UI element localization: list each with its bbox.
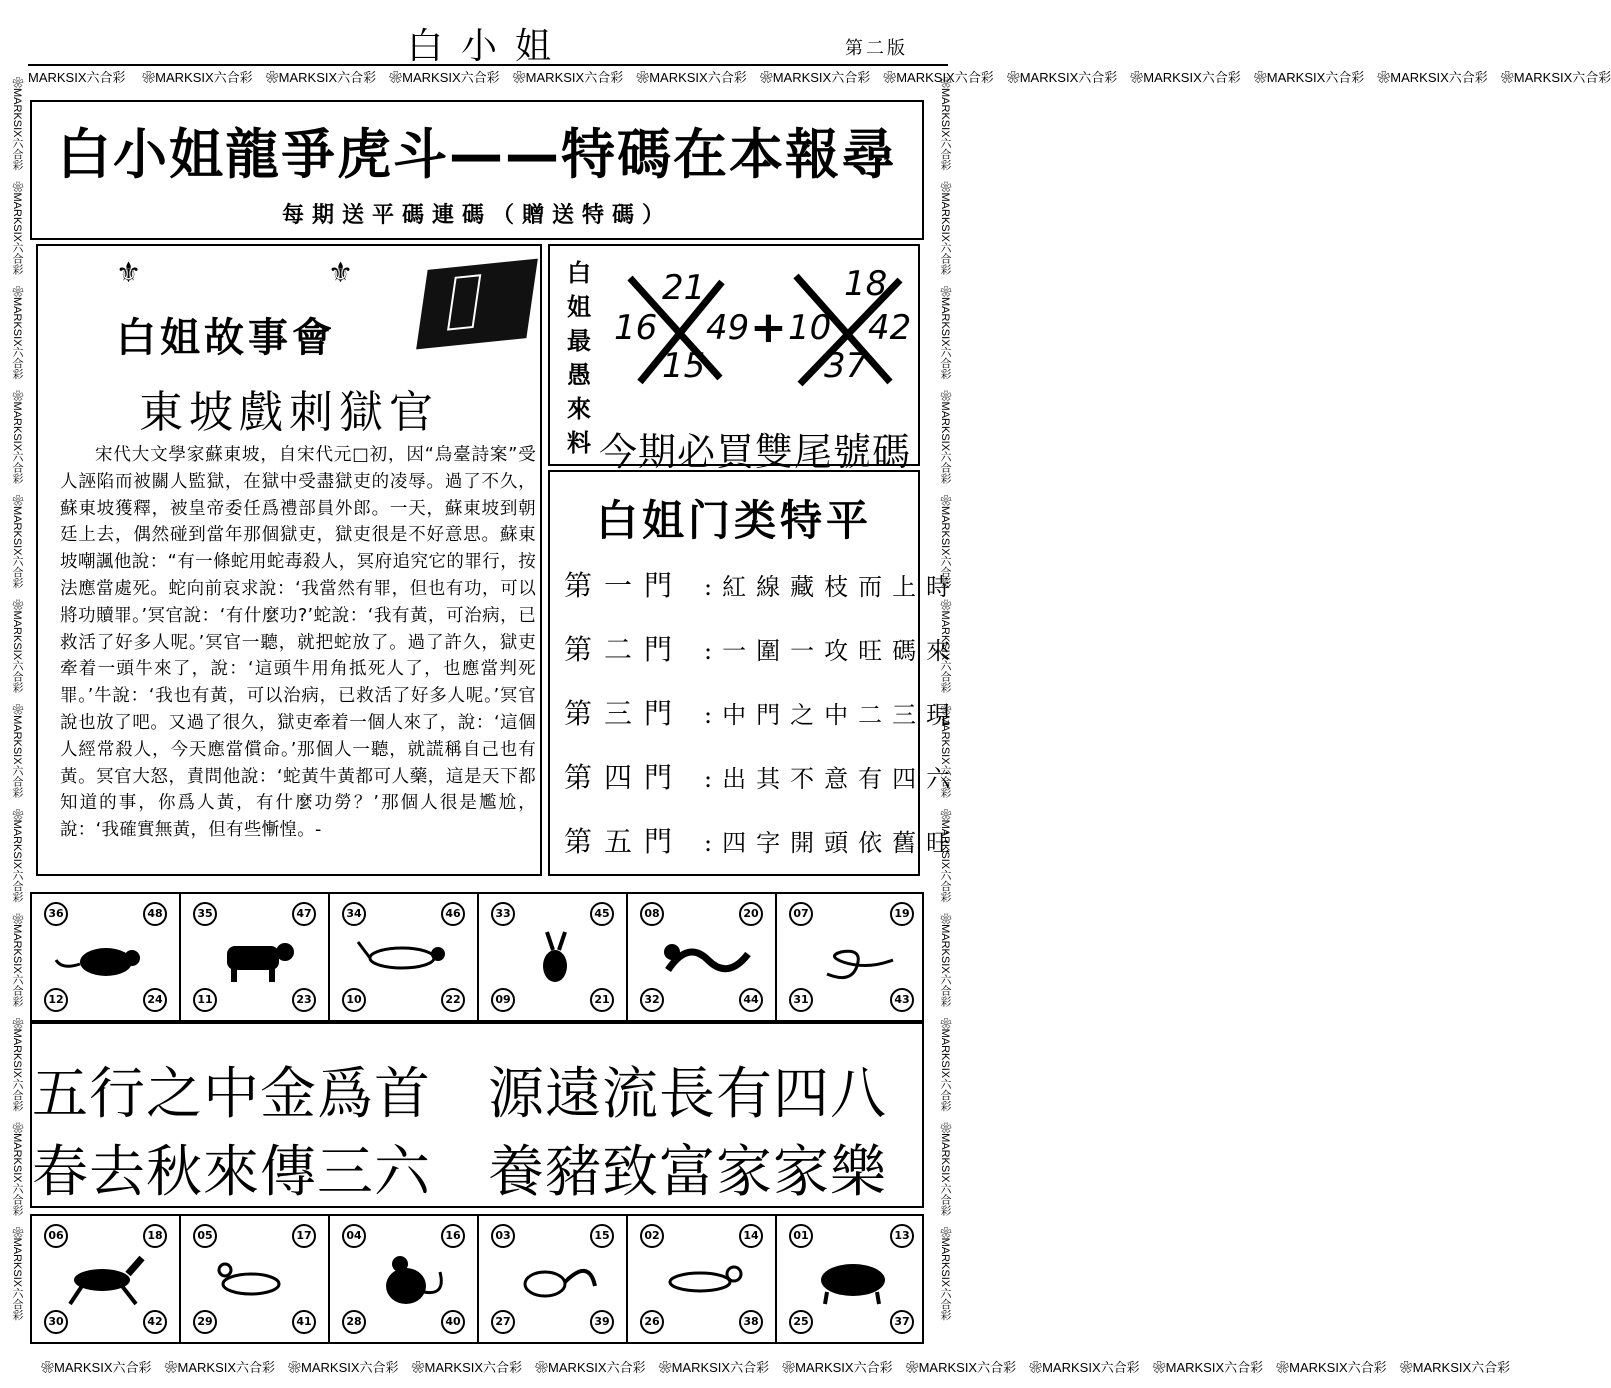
story-section-title: 白姐故事會 [116,315,336,361]
number-top-right-group: 18 [844,264,888,304]
monkey-icon [350,1252,458,1308]
number-badge: 33 [491,902,515,926]
zodiac-cell-monkey [330,1216,479,1342]
number-badge: 04 [342,1224,366,1248]
snake-icon [797,930,905,986]
edition-label: 第二版 [845,38,908,59]
story-body: 宋代大文學家蘇東坡，自宋代元□初，因“烏臺詩案”受人誣陷而被關人監獄，在獄中受盡獄吏的凌辱。過了不久，蘇東坡獲釋，被皇帝委任爲禮部員外郎。一天，蘇東坡到朝廷上去，偶然碰到當年那個獄吏，獄吏很是不好意思。蘇東坡嘲諷他說：“有一條蛇用蛇毒殺人，冥府追究它的罪行，按法應當處死。蛇向前哀求說：‘我當然有罪，但也有功，可以將功贖罪。’冥官說：‘有什麼功?’蛇說：‘我有黃，可治病，已救活了好多人呢。’冥官一聽，就把蛇放了。過了許久，獄吏牽着一頭牛來了，說：‘這頭牛用角抵死人了，也應當判死罪。’牛說：‘我也有黃，可以治病，已救活了好多人呢。’冥官說也放了吧。又過了很久，獄吏牽着一個人來了，說：‘這個人經常殺人，今天應當償命。’那個人一聽，就謊稱自己也有黃。冥官大怒，責問他說：‘蛇黃牛黃都可人藥，這是天下都知道的事，你爲人黃，有什麼功勞？’那個人很是尷尬，說：‘我確實無黃，但有些慚惶。- [60,445,536,841]
dragon-icon [648,930,756,986]
gate-label: 第二門 [564,633,685,666]
number-badge: 34 [342,902,366,926]
number-badge: 30 [44,1310,68,1334]
number-right-right-group: 42 [868,308,912,348]
zodiac-cell-ox [181,894,330,1020]
number-badge: 46 [441,902,465,926]
page-title: 白小姐 [406,26,569,67]
number-badge: 36 [44,902,68,926]
rabbit-icon [499,930,607,986]
number-badge: 38 [739,1310,763,1334]
tiger-icon [350,930,458,986]
number-top-left-group: 21 [662,268,706,308]
number-badge: 31 [789,988,813,1012]
number-badge: 28 [342,1310,366,1334]
poem-line-2: 春去秋來傳三六 養豬致富家家樂 [32,1140,887,1205]
number-badge: 15 [590,1224,614,1248]
watermark-repeat: ❀MARKSIX六合彩 ❀MARKSIX六合彩 ❀MARKSIX六合彩 ❀MARKSIX六合彩 ❀MARKSIX六合彩 ❀MARKSIX六合彩 ❀MARKSIX六合彩 ❀MARKSIX六合彩 ❀MARKSIX六合彩 ❀MARKSIX六合彩 ❀MARKSIX六合彩 ❀MARKSIX六合彩 [28,1360,1511,1375]
gate-row [564,628,961,668]
dog-icon [648,1252,756,1308]
zodiac-cell-rooster [479,1216,628,1342]
number-badge: 05 [193,1224,217,1248]
number-bottom-left-group: 15 [662,346,706,386]
number-badge: 41 [292,1310,316,1334]
zodiac-cell-dog [628,1216,777,1342]
zodiac-cell-pig [777,1216,926,1342]
zodiac-cell-goat [181,1216,330,1342]
lotus-icon: ⚜ [116,256,142,289]
number-badge: 09 [491,988,515,1012]
ox-icon [201,930,309,986]
number-right-left-group: 49 [706,308,750,348]
goat-icon [201,1252,309,1308]
gate-label: 第一門 [564,569,685,602]
gate-row [564,564,961,604]
best-data-label: 白姐最愚來料 [567,259,591,457]
zodiac-cell-tiger [330,894,479,1020]
number-badge: 10 [342,988,366,1012]
number-badge: 12 [44,988,68,1012]
watermark-text: MARKSIX六合彩 [28,70,126,85]
book-icon [416,259,538,350]
gate-value: :四字開頭依舊旺 [704,829,961,857]
number-badge: 45 [590,902,614,926]
number-badge: 16 [441,1224,465,1248]
horse-icon [52,1252,160,1308]
number-badge: 02 [640,1224,664,1248]
pig-icon [797,1252,905,1308]
plus-sign: + [750,302,787,353]
number-badge: 44 [739,988,763,1012]
number-badge: 11 [193,988,217,1012]
gate-value: :出其不意有四六 [704,765,961,793]
watermark-strip-top [28,66,1611,90]
zodiac-cell-rat [32,894,181,1020]
gate-row [564,756,961,796]
watermark-repeat: ❀MARKSIX六合彩 ❀MARKSIX六合彩 ❀MARKSIX六合彩 ❀MARKSIX六合彩 ❀MARKSIX六合彩 ❀MARKSIX六合彩 ❀MARKSIX六合彩 ❀MARKSIX六合彩 ❀MARKSIX六合彩 ❀MARKSIX六合彩 ❀MARKSIX六合彩 ❀MARKSIX六合彩 [129,70,1611,85]
number-badge: 26 [640,1310,664,1334]
number-badge: 27 [491,1310,515,1334]
number-badge: 43 [890,988,914,1012]
zodiac-cell-snake [777,894,926,1020]
gate-value: :中門之中二三現 [704,701,961,729]
number-badge: 48 [143,902,167,926]
gate-value: :紅線藏枝而上時 [704,573,961,601]
pick-text: 今期必買雙尾號碼 [598,430,911,474]
number-badge: 37 [890,1310,914,1334]
number-badge: 03 [491,1224,515,1248]
watermark-strip-bottom [28,1356,1511,1380]
story-title: 東坡戲刺獄官 [139,387,439,438]
rooster-icon [499,1252,607,1308]
headline-box [30,100,924,240]
number-badge: 17 [292,1224,316,1248]
number-badge: 08 [640,902,664,926]
headline-subtitle: 每期送平碼連碼（贈送特碼） [281,203,672,228]
poem-box [30,1022,924,1208]
number-badge: 07 [789,902,813,926]
number-badge: 40 [441,1310,465,1334]
gate-label: 第四門 [564,761,685,794]
number-badge: 24 [143,988,167,1012]
number-badge: 01 [789,1224,813,1248]
number-badge: 23 [292,988,316,1012]
rat-icon [52,930,160,986]
number-badge: 19 [890,902,914,926]
number-badge: 29 [193,1310,217,1334]
poem-line-1: 五行之中金爲首 源遠流長有四八 [32,1062,887,1127]
gate-row [564,820,961,860]
number-badge: 32 [640,988,664,1012]
number-left-left-group: 16 [614,308,658,348]
gates-panel [548,470,961,876]
number-badge: 39 [590,1310,614,1334]
zodiac-cell-horse [32,1216,181,1342]
zodiac-grid-bottom [30,1214,924,1344]
zodiac-cell-rabbit [479,894,628,1020]
number-badge: 42 [143,1310,167,1334]
story-panel [36,244,542,876]
zodiac-grid-top [30,892,924,1022]
lotus-icon: ⚜ [328,256,354,289]
number-badge: 22 [441,988,465,1012]
page-header [28,12,948,66]
gate-label: 第三門 [564,697,685,730]
number-badge: 20 [739,902,763,926]
number-left-right-group: 10 [788,308,832,348]
number-bottom-right-group: 37 [824,346,868,386]
number-badge: 21 [590,988,614,1012]
headline-title: 白小姐龍爭虎斗——特碼在本報尋 [57,123,897,186]
number-badge: 35 [193,902,217,926]
gate-value: :一圍一攻旺碼來 [704,637,961,665]
number-badge: 13 [890,1224,914,1248]
gate-row [564,692,961,732]
gate-label: 第五門 [564,825,685,858]
gates-title: 白姐门类特平 [595,496,872,545]
number-badge: 14 [739,1224,763,1248]
best-data-panel [548,244,920,474]
watermark-strip-left [6,66,28,1356]
zodiac-cell-dragon [628,894,777,1020]
number-badge: 18 [143,1224,167,1248]
watermark-repeat: ❀MARKSIX六合彩 ❀MARKSIX六合彩 ❀MARKSIX六合彩 ❀MARKSIX六合彩 ❀MARKSIX六合彩 ❀MARKSIX六合彩 ❀MARKSIX六合彩 ❀MARKSIX六合彩 ❀MARKSIX六合彩 ❀MARKSIX六合彩 ❀MARKSIX六合彩 ❀MARKSIX六合彩 [11,66,23,1321]
number-badge: 25 [789,1310,813,1334]
watermark-repeat: ❀MARKSIX六合彩 ❀MARKSIX六合彩 ❀MARKSIX六合彩 ❀MARKSIX六合彩 ❀MARKSIX六合彩 ❀MARKSIX六合彩 ❀MARKSIX六合彩 ❀MARKSIX六合彩 ❀MARKSIX六合彩 ❀MARKSIX六合彩 ❀MARKSIX六合彩 ❀MARKSIX六合彩 [939,66,951,1321]
number-badge: 47 [292,902,316,926]
number-badge: 06 [44,1224,68,1248]
